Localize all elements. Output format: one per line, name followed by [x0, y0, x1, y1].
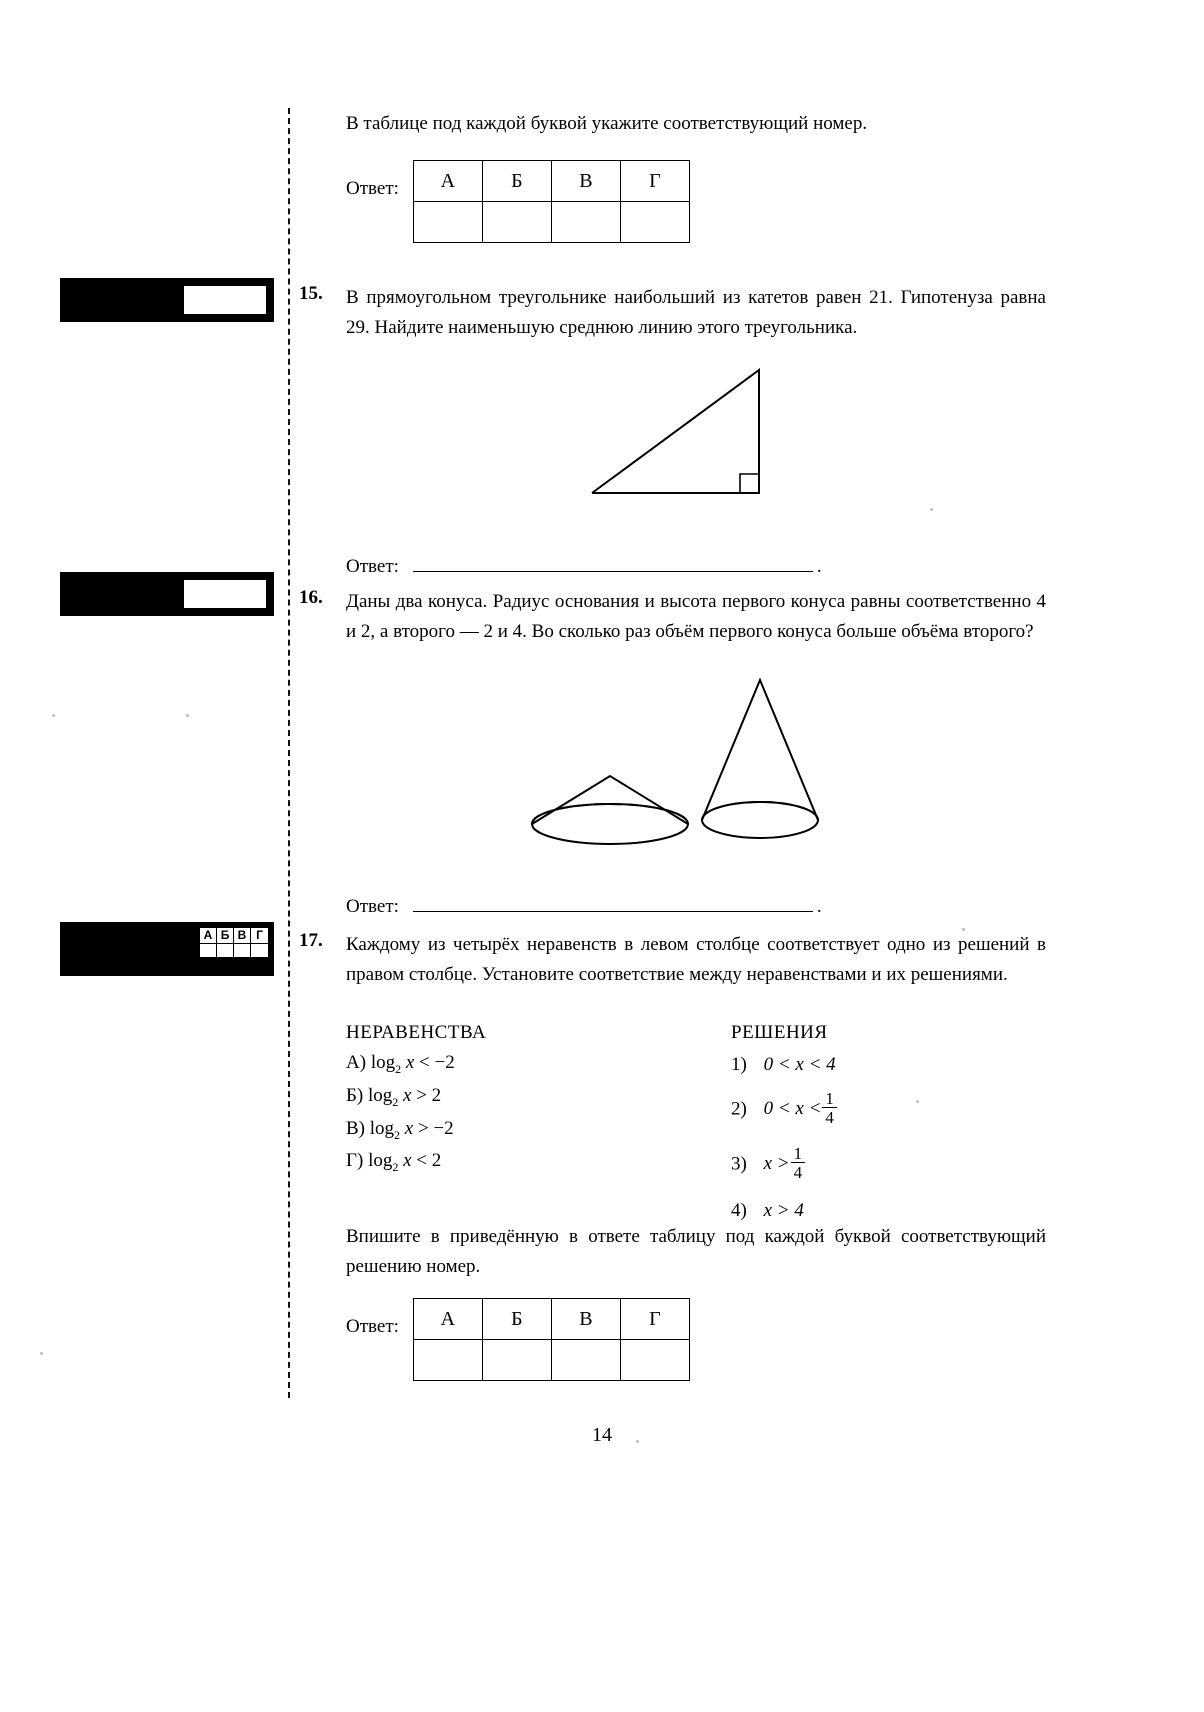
marker-box-16	[60, 572, 274, 616]
item-text: 0 < x < 4	[763, 1054, 836, 1075]
task-text-16: Даны два конуса. Радиус основания и высота первого конуса равны соответственно 4 и 2, а второго — 2 и 4. Во сколько раз объём первого конуса больше объёма второго?	[346, 591, 1046, 642]
cell-header-g: Г	[620, 161, 689, 202]
item-marker: 4)	[731, 1200, 747, 1221]
cell-value-g[interactable]	[620, 202, 689, 243]
marker-white-slot-15	[183, 285, 267, 315]
item-marker: 1)	[731, 1054, 747, 1075]
table-row-values[interactable]	[413, 1340, 689, 1381]
marker-abvg-grid	[199, 927, 269, 958]
item-op: > 2	[416, 1084, 442, 1106]
scan-speck	[40, 1352, 43, 1355]
fraction	[822, 1090, 837, 1127]
variable-x: x	[403, 1084, 412, 1106]
right-triangle-svg	[570, 360, 800, 510]
marker-cell-v-value	[234, 943, 251, 957]
item-marker: В)	[346, 1117, 365, 1139]
answer-grid-17[interactable]	[413, 1298, 690, 1381]
cell-value-v[interactable]	[551, 202, 620, 243]
cell-header-g: Г	[620, 1299, 689, 1340]
scan-speck	[52, 714, 55, 717]
page-number: 14	[592, 1424, 612, 1446]
item-op: < 2	[416, 1150, 442, 1172]
log-fn: log	[369, 1117, 395, 1139]
marker-box-17	[60, 922, 274, 976]
table-row-headers	[413, 1299, 689, 1340]
answer-table-intro	[346, 160, 690, 243]
log-fn: log	[368, 1150, 393, 1172]
answer-line-16[interactable]	[346, 895, 822, 918]
cell-value-a[interactable]	[413, 202, 482, 243]
two-cones-svg	[520, 672, 840, 862]
solutions-header: РЕШЕНИЯ	[731, 1022, 828, 1043]
log-base: 2	[392, 1160, 399, 1175]
answer-label-16: Ответ:	[346, 896, 399, 917]
variable-x: x	[404, 1117, 414, 1139]
cell-header-b: Б	[482, 161, 551, 202]
item-op: < −2	[419, 1052, 455, 1073]
marker-cell-b: Б	[217, 928, 234, 943]
table-row-headers	[413, 161, 689, 202]
answer-label: Ответ:	[346, 178, 399, 199]
cell-header-v: В	[551, 161, 620, 202]
cell-header-b: Б	[482, 1299, 551, 1340]
cell-value-a[interactable]	[413, 1340, 482, 1381]
task-number-15: 15.	[299, 283, 323, 304]
table-row-values[interactable]	[413, 202, 689, 243]
item-marker: А)	[346, 1052, 367, 1073]
marker-cell-a-value	[200, 943, 217, 957]
scan-speck	[186, 714, 189, 717]
list-item	[731, 1145, 1031, 1182]
marker-cell-g: Г	[251, 928, 268, 943]
fraction-denominator: 4	[825, 1108, 834, 1127]
fraction-numerator: 1	[791, 1145, 806, 1163]
variable-x: x	[405, 1052, 415, 1073]
cell-value-b[interactable]	[482, 1340, 551, 1381]
scan-speck	[930, 508, 933, 511]
fraction-numerator: 1	[822, 1090, 837, 1108]
log-fn: log	[370, 1052, 396, 1073]
cell-header-a: А	[413, 161, 482, 202]
scan-speck	[962, 928, 965, 931]
log-base: 2	[392, 1094, 399, 1109]
task-number-16: 16.	[299, 587, 323, 608]
cell-value-g[interactable]	[620, 1340, 689, 1381]
marker-cell-g-value	[251, 943, 268, 957]
marker-white-slot-16	[183, 579, 267, 609]
variable-x: x	[403, 1150, 412, 1172]
list-item	[346, 1052, 676, 1077]
answer-label-17: Ответ:	[346, 1316, 399, 1337]
solutions-column	[731, 1022, 1031, 1222]
two-cones-figure	[520, 672, 840, 867]
item-marker: 3)	[731, 1153, 747, 1175]
answer-blank-16[interactable]	[413, 895, 813, 912]
inequalities-header: НЕРАВЕНСТВА	[346, 1022, 487, 1043]
dashed-cut-line	[288, 108, 290, 1398]
item-marker: 2)	[731, 1098, 747, 1120]
answer-blank-15[interactable]	[413, 555, 813, 572]
log-fn: log	[368, 1084, 393, 1106]
inequalities-column	[346, 1022, 676, 1175]
marker-abvg-value-row	[200, 943, 268, 957]
log-base: 2	[395, 1061, 402, 1076]
item-text: x >	[763, 1153, 790, 1175]
item-text: x > 4	[763, 1200, 804, 1221]
task-number-17: 17.	[299, 930, 323, 951]
answer-grid[interactable]	[413, 160, 690, 243]
answer-period-16: .	[816, 896, 822, 917]
scan-speck	[636, 1440, 639, 1443]
cell-value-v[interactable]	[551, 1340, 620, 1381]
answer-period-15: .	[816, 556, 822, 577]
list-item	[346, 1150, 676, 1175]
cell-header-v: В	[551, 1299, 620, 1340]
cell-value-b[interactable]	[482, 202, 551, 243]
answer-line-15[interactable]	[346, 555, 822, 578]
right-triangle-figure	[570, 360, 800, 515]
marker-cell-v: В	[234, 928, 251, 943]
list-item	[346, 1085, 676, 1110]
marker-cell-a: А	[200, 928, 217, 943]
marker-cell-b-value	[217, 943, 234, 957]
item-marker: Б)	[346, 1084, 364, 1106]
task-17-instruction: Впишите в приведённую в ответе таблицу под каждой буквой соответствующий решению номер.	[346, 1226, 1046, 1277]
list-item	[731, 1054, 1031, 1076]
item-text: 0 < x <	[763, 1098, 822, 1120]
task-text-17: Каждому из четырёх неравенств в левом столбце соответствует одно из решений в правом столбце. Установите соответствие между неравенствами и их решениями.	[346, 934, 1046, 985]
marker-abvg-header-row	[200, 928, 268, 943]
task-17-columns	[346, 1022, 1046, 1221]
fraction-denominator: 4	[793, 1163, 803, 1182]
item-op: > −2	[417, 1117, 454, 1139]
fraction	[791, 1145, 806, 1182]
answer-label-15: Ответ:	[346, 556, 399, 577]
list-item	[346, 1118, 676, 1143]
cell-header-a: А	[413, 1299, 482, 1340]
log-base: 2	[394, 1127, 401, 1142]
answer-table-17	[346, 1298, 690, 1381]
intro-text: В таблице под каждой буквой укажите соответствующий номер.	[346, 113, 868, 134]
list-item	[731, 1090, 1031, 1127]
list-item	[731, 1200, 1031, 1222]
item-marker: Г)	[346, 1150, 364, 1172]
task-text-15: В прямоугольном треугольнике наибольший из катетов равен 21. Гипотенуза равна 29. Найдите наименьшую среднюю линию этого треугольника.	[346, 287, 1046, 338]
scan-speck	[916, 1100, 919, 1103]
marker-box-15	[60, 278, 274, 322]
